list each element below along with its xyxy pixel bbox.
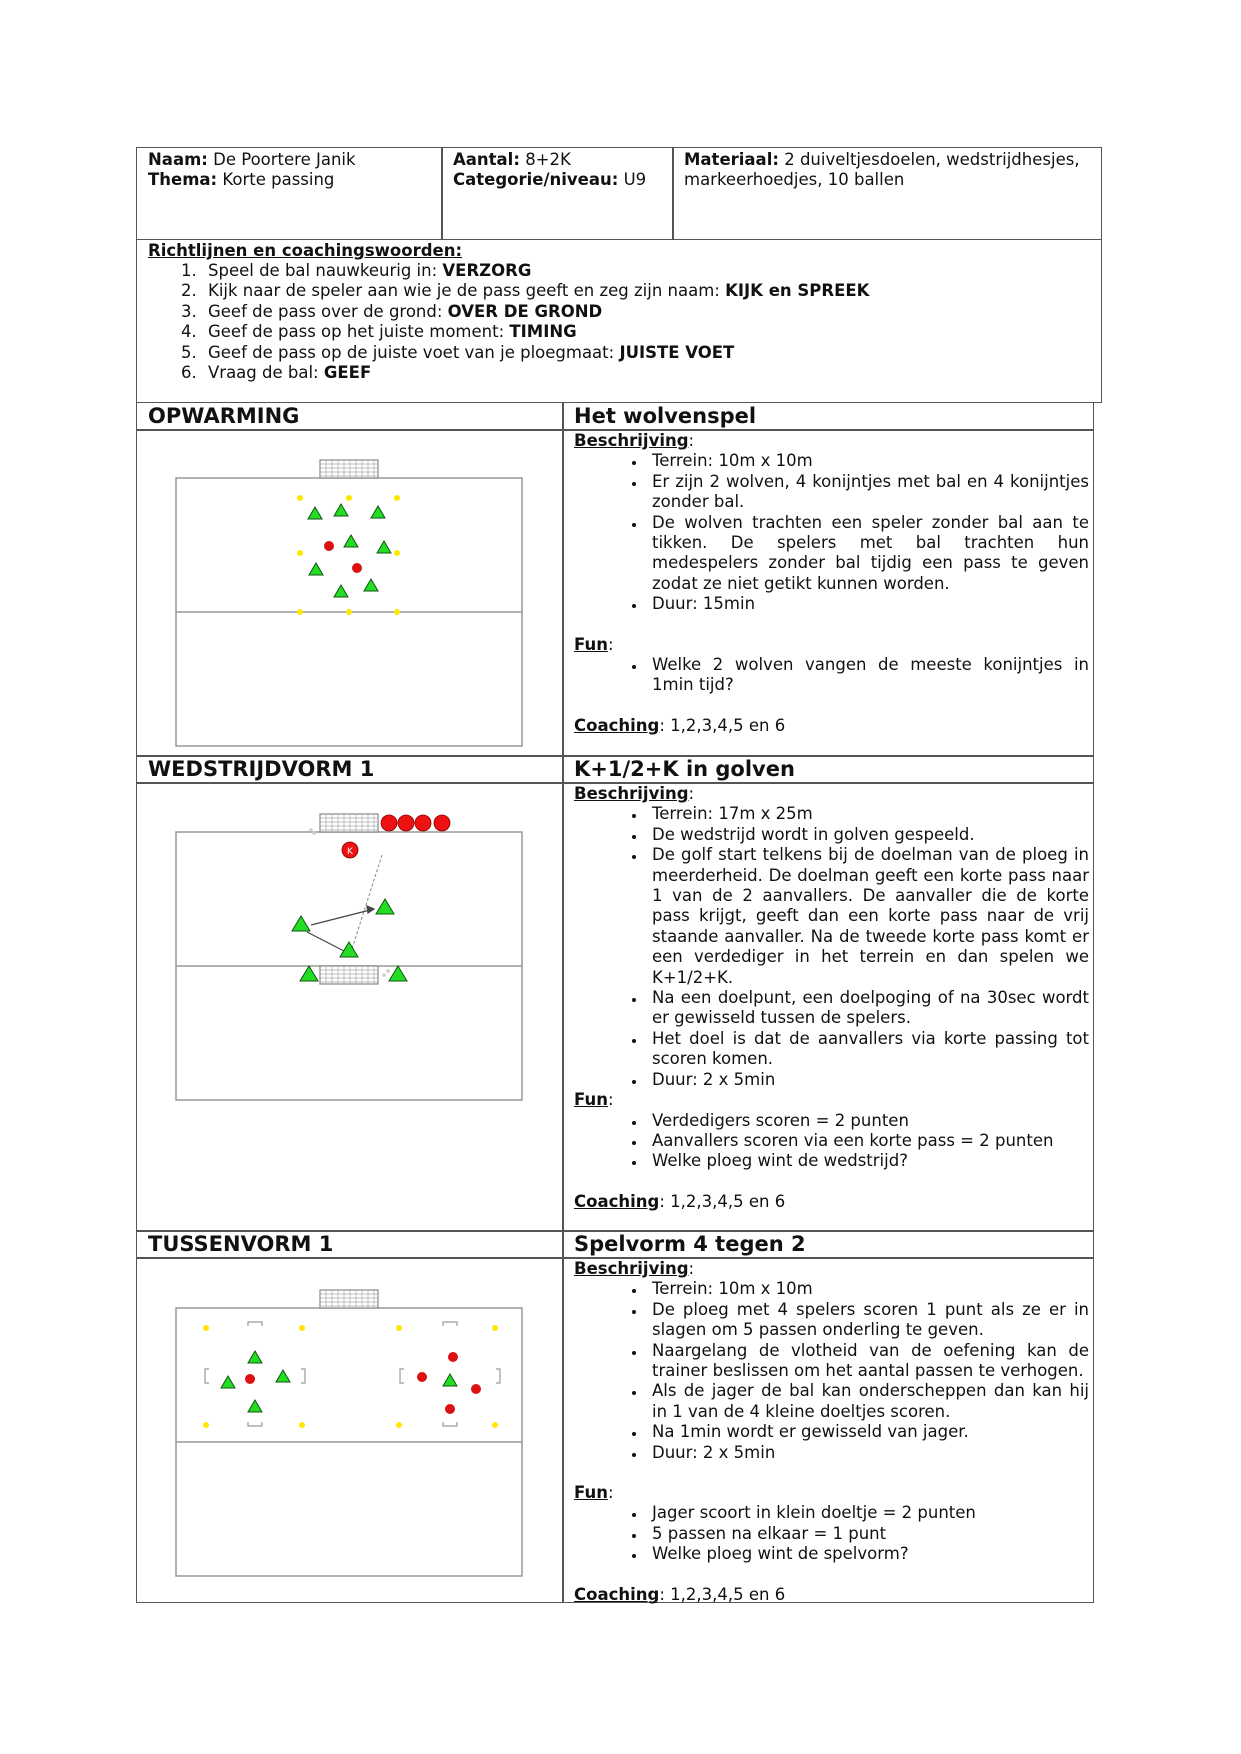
fun-item: • Welke ploeg wint de wedstrijd? bbox=[646, 1151, 1089, 1171]
beschrijving-item: • De wolven trachten een speler zonder bal aan te tikken. De spelers met bal trachten hun medespelers zonder bal tijdig een pass te geven zodat ze niet getikt kunnen worden. bbox=[646, 513, 1089, 595]
richtlijn-item: 5. Geef de pass op de juiste voet van je ploegmaat: JUISTE VOET bbox=[202, 343, 1088, 363]
richtlijn-item: 6. Vraag de bal: GEEF bbox=[202, 363, 1088, 383]
richtlijn-item: 4. Geef de pass op het juiste moment: TIMING bbox=[202, 322, 1088, 342]
header-divider-1 bbox=[441, 147, 443, 240]
fun-item: • Welke ploeg wint de spelvorm? bbox=[646, 1544, 1089, 1564]
beschrijving-item: • Duur: 2 x 5min bbox=[646, 1443, 1089, 1463]
beschrijving-item: • Er zijn 2 wolven, 4 konijntjes met bal en 4 konijntjes zonder bal. bbox=[646, 472, 1089, 513]
exercise-title-golven: K+1/2+K in golven bbox=[574, 757, 795, 781]
beschrijving-item: • Terrein: 17m x 25m bbox=[646, 804, 1089, 824]
beschrijving-item: • Duur: 2 x 5min bbox=[646, 1070, 1089, 1090]
beschrijving-label: Beschrijving bbox=[574, 784, 689, 803]
phase-title-opwarming: OPWARMING bbox=[148, 404, 300, 428]
svg-text:K: K bbox=[347, 847, 353, 857]
categorie-label: Categorie/niveau: bbox=[453, 170, 619, 189]
coaching-value: : 1,2,3,4,5 en 6 bbox=[659, 1191, 786, 1211]
coaching-value: : 1,2,3,4,5 en 6 bbox=[659, 715, 786, 735]
beschrijving-item: • Na een doelpunt, een doelpoging of na 30sec wordt er gewisseld tussen de spelers. bbox=[646, 988, 1089, 1029]
description-wedstrijdvorm: Beschrijving: • Terrein: 17m x 25m • De wedstrijd wordt in golven gespeeld. • De golf start telkens bij de doelman van de ploeg in meerderheid. De doelman geeft een korte pass naar 1 van de 2 aanvallers. De aanvaller die de korte pass krijgt, geeft dan een korte pass naar de vrij staande aanvaller. Na de tweede korte pass komt er een verdediger in het terrein en dan spelen we K+1/2+K. • Na een doelpunt, een doelpoging of na 30sec wordt er gewisseld tussen de spelers. • Het doel is dat de aanvallers via korte passing tot scoren komen. • Duur: 2 x 5min Fun: • Verdedigers scoren = 2 punten • Aanvallers scoren via een korte pass = 2 punten • Welke ploeg wint de wedstrijd? Coaching: 1,2,3,4,5 en 6 bbox=[574, 784, 1089, 1212]
beschrijving-label: Beschrijving bbox=[574, 1259, 689, 1278]
field-diagram-wedstrijdvorm bbox=[170, 805, 530, 1105]
materiaal-value: 2 duiveltjesdoelen, wedstrijdhesjes, markeerhoedjes, 10 ballen bbox=[684, 150, 1080, 189]
naam-label: Naam: bbox=[148, 150, 208, 169]
coaching-value: : 1,2,3,4,5 en 6 bbox=[659, 1584, 786, 1604]
fun-item: • Verdedigers scoren = 2 punten bbox=[646, 1111, 1089, 1131]
description-tussenvorm: Beschrijving: • Terrein: 10m x 10m • De ploeg met 4 spelers scoren 1 punt als ze er in slagen om 5 passen onderling te geven. • Naargelang de vlotheid van de oefening kan de trainer beslissen om het aantal passen te verhogen. • Als de jager de bal kan onderscheppen dan kan hij in 1 van de 4 kleine doeltjes scoren. • Na 1min wordt er gewisseld van jager. • Duur: 2 x 5min Fun: • Jager scoort in klein doeltje = 2 punten • 5 passen na elkaar = 1 punt • Welke ploeg wint de spelvorm? Coaching: 1,2,3,4,5 en 6 bbox=[574, 1259, 1089, 1605]
aantal-value: 8+2K bbox=[525, 150, 571, 169]
richtlijn-item: 1. Speel de bal nauwkeurig in: VERZORG bbox=[202, 261, 1088, 281]
header-materiaal-cell bbox=[684, 150, 1096, 190]
keeper-top-icon bbox=[342, 842, 358, 858]
beschrijving-item: • De ploeg met 4 spelers scoren 1 punt als ze er in slagen om 5 passen onderling te geven. bbox=[646, 1300, 1089, 1341]
phase-title-tussenvorm: TUSSENVORM 1 bbox=[148, 1232, 334, 1256]
ball-stack-icon bbox=[381, 815, 450, 831]
exercise-title-wolvenspel: Het wolvenspel bbox=[574, 404, 757, 428]
header-divider-2 bbox=[672, 147, 674, 240]
naam-value: De Poortere Janik bbox=[213, 150, 356, 169]
header-naam-cell bbox=[148, 150, 438, 190]
field-diagram-opwarming bbox=[170, 455, 530, 750]
header-aantal-cell bbox=[453, 150, 668, 190]
fun-item: • Aanvallers scoren via een korte pass = 2 punten bbox=[646, 1131, 1089, 1151]
fun-item: • 5 passen na elkaar = 1 punt bbox=[646, 1524, 1089, 1544]
phase-title-wedstrijdvorm: WEDSTRIJDVORM 1 bbox=[148, 757, 375, 781]
materiaal-label: Materiaal: bbox=[684, 150, 779, 169]
richtlijnen-title: Richtlijnen en coachingswoorden: bbox=[148, 241, 463, 260]
richtlijnen-list bbox=[148, 261, 1088, 383]
richtlijnen-content bbox=[148, 241, 1088, 383]
field-diagram-tussenvorm bbox=[170, 1285, 530, 1585]
thema-value: Korte passing bbox=[222, 170, 335, 189]
thema-label: Thema: bbox=[148, 170, 218, 189]
richtlijn-item: 2. Kijk naar de speler aan wie je de pass geeft en zeg zijn naam: KIJK en SPREEK bbox=[202, 281, 1088, 301]
beschrijving-item: • Als de jager de bal kan onderscheppen dan kan hij in 1 van de 4 kleine doeltjes scoren. bbox=[646, 1381, 1089, 1422]
beschrijving-item: • Naargelang de vlotheid van de oefening kan de trainer beslissen om het aantal passen te verhogen. bbox=[646, 1341, 1089, 1382]
goal-icon-top bbox=[320, 814, 378, 832]
aantal-label: Aantal: bbox=[453, 150, 520, 169]
beschrijving-label: Beschrijving bbox=[574, 431, 689, 450]
beschrijving-item: • Het doel is dat de aanvallers via korte passing tot scoren komen. bbox=[646, 1029, 1089, 1070]
fun-label: Fun bbox=[574, 1090, 608, 1110]
beschrijving-item: • Duur: 15min bbox=[646, 594, 1089, 614]
table-column-divider bbox=[562, 402, 564, 1603]
goal-icon bbox=[320, 1290, 378, 1308]
beschrijving-item: • De golf start telkens bij de doelman van de ploeg in meerderheid. De doelman geeft een korte pass naar 1 van de 2 aanvallers. De aanvaller die de korte pass krijgt, geeft dan een korte pass naar de vrij staande aanvaller. Na de tweede korte pass komt er een verdediger in het terrein en dan spelen we K+1/2+K. bbox=[646, 845, 1089, 988]
goal-icon-bottom bbox=[320, 966, 378, 984]
goal-icon bbox=[320, 460, 378, 478]
beschrijving-item: • De wedstrijd wordt in golven gespeeld. bbox=[646, 825, 1089, 845]
coaching-label: Coaching bbox=[574, 715, 660, 735]
coaching-label: Coaching bbox=[574, 1191, 660, 1211]
coaching-label: Coaching bbox=[574, 1584, 660, 1604]
beschrijving-item: • Na 1min wordt er gewisseld van jager. bbox=[646, 1422, 1089, 1442]
description-opwarming: Beschrijving: • Terrein: 10m x 10m • Er zijn 2 wolven, 4 konijntjes met bal en 4 konijntjes zonder bal. • De wolven trachten een speler zonder bal aan te tikken. De spelers met bal trachten hun medespelers zonder bal tijdig een pass te geven zodat ze niet getikt kunnen worden. • Duur: 15min Fun: • Welke 2 wolven vangen de meeste konijntjes in 1min tijd? Coaching: 1,2,3,4,5 en 6 bbox=[574, 431, 1089, 736]
beschrijving-item: • Terrein: 10m x 10m bbox=[646, 451, 1089, 471]
richtlijn-item: 3. Geef de pass over de grond: OVER DE GROND bbox=[202, 302, 1088, 322]
beschrijving-item: • Terrein: 10m x 10m bbox=[646, 1279, 1089, 1299]
fun-label: Fun bbox=[574, 1483, 608, 1503]
categorie-value: U9 bbox=[623, 170, 647, 189]
fun-label: Fun bbox=[574, 634, 608, 654]
fun-item: • Welke 2 wolven vangen de meeste konijntjes in 1min tijd? bbox=[646, 655, 1089, 696]
fun-item: • Jager scoort in klein doeltje = 2 punten bbox=[646, 1503, 1089, 1523]
exercise-title-spelvorm: Spelvorm 4 tegen 2 bbox=[574, 1232, 806, 1256]
